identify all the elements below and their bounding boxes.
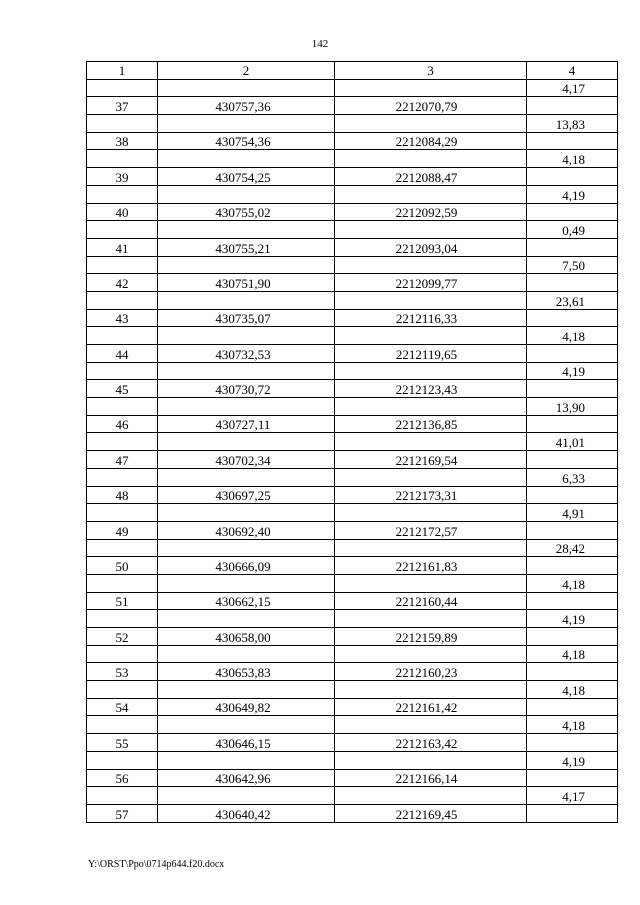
x-coordinate-cell: 430757,36 <box>158 97 335 115</box>
table-row <box>87 291 618 309</box>
distance-cell <box>527 345 618 363</box>
x-coordinate-cell <box>158 539 335 557</box>
table-row <box>87 309 618 327</box>
distance-cell <box>527 380 618 398</box>
table-row <box>87 97 618 115</box>
y-coordinate-cell: 2212119,65 <box>335 345 527 363</box>
y-coordinate-cell: 2212161,42 <box>335 698 527 716</box>
x-coordinate-cell <box>158 681 335 699</box>
x-coordinate-cell: 430754,25 <box>158 168 335 186</box>
distance-cell: 4,17 <box>527 79 618 97</box>
table-row <box>87 380 618 398</box>
point-number-cell <box>87 115 158 133</box>
point-number-cell <box>87 221 158 239</box>
point-number-cell <box>87 751 158 769</box>
distance-cell <box>527 628 618 646</box>
x-coordinate-cell <box>158 256 335 274</box>
y-coordinate-cell <box>335 716 527 734</box>
y-coordinate-cell: 2212169,45 <box>335 804 527 822</box>
table-row <box>87 663 618 681</box>
table-row <box>87 415 618 433</box>
header-col-4: 4 <box>527 62 618 80</box>
point-number-cell: 56 <box>87 769 158 787</box>
y-coordinate-cell <box>335 221 527 239</box>
x-coordinate-cell: 430640,42 <box>158 804 335 822</box>
distance-cell: 4,18 <box>527 574 618 592</box>
distance-cell: 4,19 <box>527 362 618 380</box>
table-row <box>87 734 618 752</box>
table-row <box>87 751 618 769</box>
distance-cell: 41,01 <box>527 433 618 451</box>
x-coordinate-cell: 430751,90 <box>158 274 335 292</box>
x-coordinate-cell <box>158 468 335 486</box>
table-row <box>87 221 618 239</box>
distance-cell: 6,33 <box>527 468 618 486</box>
point-number-cell <box>87 362 158 380</box>
distance-cell: 7,50 <box>527 256 618 274</box>
x-coordinate-cell: 430692,40 <box>158 521 335 539</box>
page-number: 142 <box>311 38 329 50</box>
distance-cell <box>527 663 618 681</box>
point-number-cell <box>87 256 158 274</box>
point-number-cell <box>87 398 158 416</box>
table-row <box>87 327 618 345</box>
point-number-cell <box>87 787 158 805</box>
point-number-cell: 53 <box>87 663 158 681</box>
x-coordinate-cell <box>158 115 335 133</box>
x-coordinate-cell <box>158 574 335 592</box>
distance-cell <box>527 203 618 221</box>
distance-cell <box>527 734 618 752</box>
distance-cell <box>527 451 618 469</box>
distance-cell <box>527 521 618 539</box>
table-row <box>87 592 618 610</box>
table-row <box>87 539 618 557</box>
distance-cell <box>527 698 618 716</box>
table-row <box>87 769 618 787</box>
distance-cell <box>527 132 618 150</box>
y-coordinate-cell <box>335 645 527 663</box>
x-coordinate-cell: 430730,72 <box>158 380 335 398</box>
header-col-1: 1 <box>87 62 158 80</box>
table-row <box>87 345 618 363</box>
distance-cell: 0,49 <box>527 221 618 239</box>
y-coordinate-cell: 2212092,59 <box>335 203 527 221</box>
point-number-cell <box>87 504 158 522</box>
x-coordinate-cell: 430697,25 <box>158 486 335 504</box>
distance-cell <box>527 309 618 327</box>
distance-cell: 4,19 <box>527 751 618 769</box>
table-row <box>87 628 618 646</box>
x-coordinate-cell: 430666,09 <box>158 557 335 575</box>
distance-cell: 13,83 <box>527 115 618 133</box>
distance-cell: 4,18 <box>527 150 618 168</box>
y-coordinate-cell <box>335 574 527 592</box>
x-coordinate-cell: 430702,34 <box>158 451 335 469</box>
y-coordinate-cell <box>335 504 527 522</box>
table-body <box>87 79 618 822</box>
y-coordinate-cell: 2212123,43 <box>335 380 527 398</box>
x-coordinate-cell <box>158 787 335 805</box>
table-row <box>87 185 618 203</box>
y-coordinate-cell <box>335 610 527 628</box>
y-coordinate-cell <box>335 468 527 486</box>
table-row <box>87 610 618 628</box>
y-coordinate-cell: 2212161,83 <box>335 557 527 575</box>
table-row <box>87 787 618 805</box>
y-coordinate-cell: 2212159,89 <box>335 628 527 646</box>
y-coordinate-cell <box>335 751 527 769</box>
x-coordinate-cell <box>158 751 335 769</box>
y-coordinate-cell: 2212160,44 <box>335 592 527 610</box>
point-number-cell: 42 <box>87 274 158 292</box>
x-coordinate-cell <box>158 610 335 628</box>
point-number-cell: 57 <box>87 804 158 822</box>
table-row <box>87 238 618 256</box>
point-number-cell: 48 <box>87 486 158 504</box>
x-coordinate-cell: 430754,36 <box>158 132 335 150</box>
distance-cell: 4,91 <box>527 504 618 522</box>
y-coordinate-cell: 2212169,54 <box>335 451 527 469</box>
table-row <box>87 804 618 822</box>
point-number-cell: 55 <box>87 734 158 752</box>
y-coordinate-cell <box>335 327 527 345</box>
table-row <box>87 115 618 133</box>
y-coordinate-cell <box>335 362 527 380</box>
point-number-cell: 41 <box>87 238 158 256</box>
point-number-cell <box>87 574 158 592</box>
x-coordinate-cell: 430642,96 <box>158 769 335 787</box>
x-coordinate-cell <box>158 398 335 416</box>
point-number-cell: 52 <box>87 628 158 646</box>
table-row <box>87 203 618 221</box>
distance-cell <box>527 97 618 115</box>
point-number-cell <box>87 185 158 203</box>
distance-cell <box>527 274 618 292</box>
point-number-cell: 40 <box>87 203 158 221</box>
y-coordinate-cell <box>335 150 527 168</box>
y-coordinate-cell <box>335 185 527 203</box>
point-number-cell: 49 <box>87 521 158 539</box>
x-coordinate-cell: 430653,83 <box>158 663 335 681</box>
point-number-cell <box>87 539 158 557</box>
x-coordinate-cell <box>158 716 335 734</box>
distance-cell <box>527 168 618 186</box>
distance-cell <box>527 415 618 433</box>
x-coordinate-cell <box>158 150 335 168</box>
x-coordinate-cell: 430662,15 <box>158 592 335 610</box>
distance-cell: 4,19 <box>527 610 618 628</box>
x-coordinate-cell <box>158 185 335 203</box>
header-col-2: 2 <box>158 62 335 80</box>
x-coordinate-cell: 430755,02 <box>158 203 335 221</box>
coordinates-table <box>86 61 618 823</box>
table-row <box>87 79 618 97</box>
point-number-cell: 50 <box>87 557 158 575</box>
point-number-cell <box>87 150 158 168</box>
table-row <box>87 468 618 486</box>
distance-cell: 4,18 <box>527 716 618 734</box>
distance-cell: 4,19 <box>527 185 618 203</box>
y-coordinate-cell: 2212088,47 <box>335 168 527 186</box>
table-row <box>87 451 618 469</box>
x-coordinate-cell: 430727,11 <box>158 415 335 433</box>
point-number-cell <box>87 610 158 628</box>
y-coordinate-cell: 2212116,33 <box>335 309 527 327</box>
x-coordinate-cell <box>158 362 335 380</box>
y-coordinate-cell <box>335 79 527 97</box>
point-number-cell: 43 <box>87 309 158 327</box>
point-number-cell <box>87 79 158 97</box>
distance-cell: 23,61 <box>527 291 618 309</box>
table-row <box>87 557 618 575</box>
table-row <box>87 168 618 186</box>
y-coordinate-cell: 2212166,14 <box>335 769 527 787</box>
y-coordinate-cell: 2212093,04 <box>335 238 527 256</box>
point-number-cell <box>87 681 158 699</box>
x-coordinate-cell: 430649,82 <box>158 698 335 716</box>
distance-cell <box>527 804 618 822</box>
table-row <box>87 132 618 150</box>
y-coordinate-cell <box>335 787 527 805</box>
table-row <box>87 433 618 451</box>
point-number-cell <box>87 716 158 734</box>
table-row <box>87 398 618 416</box>
point-number-cell <box>87 468 158 486</box>
y-coordinate-cell <box>335 433 527 451</box>
distance-cell: 4,17 <box>527 787 618 805</box>
table-row <box>87 504 618 522</box>
table-row <box>87 362 618 380</box>
table-row <box>87 698 618 716</box>
point-number-cell: 39 <box>87 168 158 186</box>
table-row <box>87 486 618 504</box>
x-coordinate-cell <box>158 433 335 451</box>
header-col-3: 3 <box>335 62 527 80</box>
distance-cell <box>527 238 618 256</box>
table-header-row <box>87 62 618 80</box>
table-row <box>87 274 618 292</box>
table-row <box>87 521 618 539</box>
point-number-cell: 44 <box>87 345 158 363</box>
y-coordinate-cell: 2212173,31 <box>335 486 527 504</box>
point-number-cell <box>87 645 158 663</box>
point-number-cell: 47 <box>87 451 158 469</box>
point-number-cell: 45 <box>87 380 158 398</box>
x-coordinate-cell: 430646,15 <box>158 734 335 752</box>
y-coordinate-cell <box>335 539 527 557</box>
y-coordinate-cell <box>335 115 527 133</box>
y-coordinate-cell: 2212172,57 <box>335 521 527 539</box>
table-row <box>87 574 618 592</box>
footer-file-path: Y:\ORST\Ppo\0714p644.f20.docx <box>88 859 225 870</box>
table-row <box>87 716 618 734</box>
point-number-cell <box>87 327 158 345</box>
point-number-cell <box>87 433 158 451</box>
y-coordinate-cell: 2212099,77 <box>335 274 527 292</box>
x-coordinate-cell <box>158 291 335 309</box>
x-coordinate-cell: 430658,00 <box>158 628 335 646</box>
point-number-cell: 37 <box>87 97 158 115</box>
point-number-cell: 46 <box>87 415 158 433</box>
distance-cell <box>527 486 618 504</box>
y-coordinate-cell <box>335 291 527 309</box>
y-coordinate-cell: 2212070,79 <box>335 97 527 115</box>
table-row <box>87 256 618 274</box>
point-number-cell: 38 <box>87 132 158 150</box>
y-coordinate-cell <box>335 681 527 699</box>
point-number-cell: 54 <box>87 698 158 716</box>
table-row <box>87 150 618 168</box>
distance-cell: 13,90 <box>527 398 618 416</box>
y-coordinate-cell: 2212163,42 <box>335 734 527 752</box>
point-number-cell <box>87 291 158 309</box>
y-coordinate-cell: 2212136,85 <box>335 415 527 433</box>
table-row <box>87 681 618 699</box>
distance-cell <box>527 769 618 787</box>
x-coordinate-cell: 430735,07 <box>158 309 335 327</box>
distance-cell: 4,18 <box>527 645 618 663</box>
x-coordinate-cell <box>158 79 335 97</box>
distance-cell: 28,42 <box>527 539 618 557</box>
y-coordinate-cell <box>335 398 527 416</box>
x-coordinate-cell <box>158 327 335 345</box>
table-row <box>87 645 618 663</box>
x-coordinate-cell: 430732,53 <box>158 345 335 363</box>
y-coordinate-cell: 2212160,23 <box>335 663 527 681</box>
y-coordinate-cell: 2212084,29 <box>335 132 527 150</box>
distance-cell: 4,18 <box>527 681 618 699</box>
distance-cell <box>527 557 618 575</box>
x-coordinate-cell <box>158 504 335 522</box>
distance-cell: 4,18 <box>527 327 618 345</box>
x-coordinate-cell: 430755,21 <box>158 238 335 256</box>
x-coordinate-cell <box>158 645 335 663</box>
x-coordinate-cell <box>158 221 335 239</box>
y-coordinate-cell <box>335 256 527 274</box>
distance-cell <box>527 592 618 610</box>
point-number-cell: 51 <box>87 592 158 610</box>
